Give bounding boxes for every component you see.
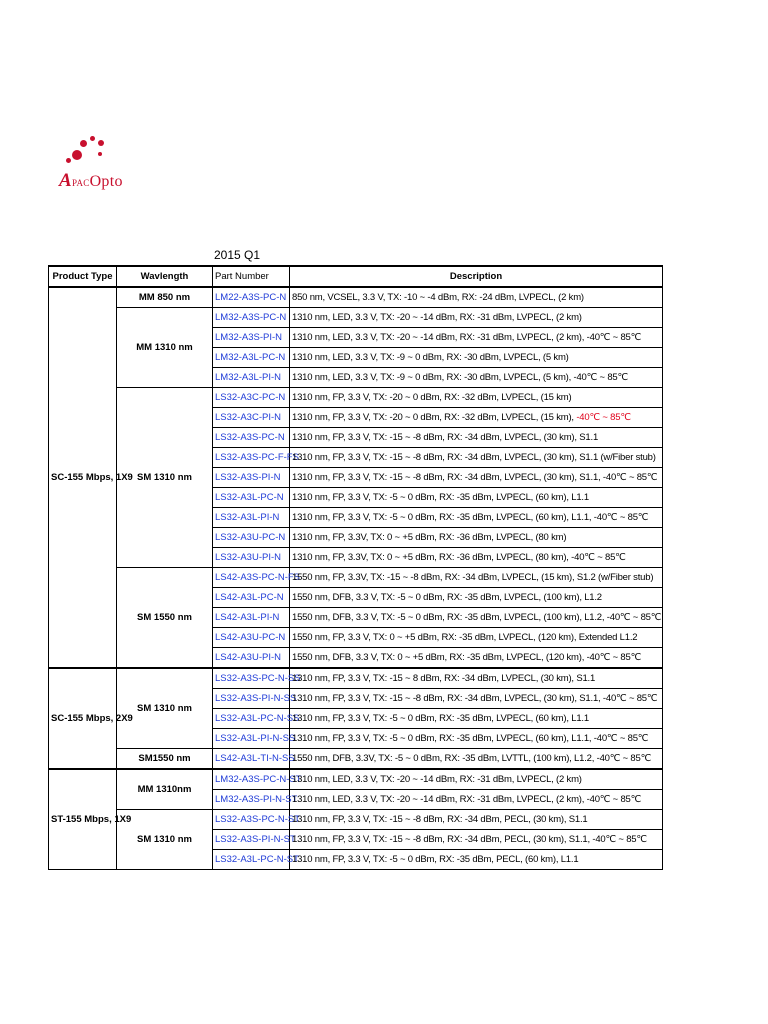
part-number-link[interactable]: LS42-A3S-PC-N-FS	[213, 568, 290, 588]
part-number-link[interactable]: LS32-A3L-PC-N	[213, 488, 290, 508]
part-number-link[interactable]: LM32-A3S-PC-N	[213, 308, 290, 328]
product-type-cell: ST-155 Mbps, 1X9	[49, 769, 117, 870]
year-label: 2015 Q1	[214, 248, 261, 262]
description-cell: 1550 nm, FP, 3.3V, TX: -15 ~ -8 dBm, RX: -34 dBm, LVPECL, (15 km), S1.2 (w/Fiber stub)	[290, 568, 663, 588]
description-cell: 1550 nm, FP, 3.3 V, TX: 0 ~ +5 dBm, RX: -35 dBm, LVPECL, (120 km), Extended L1.2	[290, 628, 663, 648]
header-part-number: Part Number	[213, 266, 290, 287]
description-cell: 1310 nm, LED, 3.3 V, TX: -9 ~ 0 dBm, RX: -30 dBm, LVPECL, (5 km)	[290, 348, 663, 368]
part-number-link[interactable]: LS32-A3U-PI-N	[213, 548, 290, 568]
description-cell: 1310 nm, FP, 3.3 V, TX: -5 ~ 0 dBm, RX: -35 dBm, LVPECL, (60 km), L1.1, -40℃ ~ 85℃	[290, 729, 663, 749]
wavelength-cell: SM 1550 nm	[117, 568, 213, 669]
wavelength-cell: MM 850 nm	[117, 287, 213, 308]
wavelength-cell: SM 1310 nm	[117, 388, 213, 568]
part-number-link[interactable]: LS42-A3U-PI-N	[213, 648, 290, 669]
table-row	[49, 810, 663, 830]
description-cell: 1310 nm, FP, 3.3 V, TX: -15 ~ -8 dBm, RX: -34 dBm, LVPECL, (30 km), S1.1, -40℃ ~ 85℃	[290, 689, 663, 709]
wavelength-cell: SM1550 nm	[117, 749, 213, 770]
product-table	[48, 265, 663, 870]
description-cell: 1310 nm, FP, 3.3 V, TX: -15 ~ -8 dBm, RX: -34 dBm, PECL, (30 km), S1.1, -40℃ ~ 85℃	[290, 830, 663, 850]
description-cell: 1310 nm, FP, 3.3 V, TX: -20 ~ 0 dBm, RX: -32 dBm, LVPECL, (15 km)	[290, 388, 663, 408]
part-number-link[interactable]: LS32-A3L-PC-N-ST	[213, 850, 290, 870]
description-cell: 1310 nm, FP, 3.3 V, TX: -20 ~ 0 dBm, RX: -32 dBm, LVPECL, (15 km), -40℃ ~ 85℃	[290, 408, 663, 428]
table-row	[49, 769, 663, 790]
part-number-link[interactable]: LS32-A3S-PI-N	[213, 468, 290, 488]
table-row	[49, 287, 663, 308]
description-cell: 1310 nm, FP, 3.3 V, TX: -15 ~ 8 dBm, RX: -34 dBm, LVPECL, (30 km), S1.1	[290, 668, 663, 689]
product-type-cell: SC-155 Mbps, 2X9	[49, 668, 117, 769]
description-cell: 1310 nm, FP, 3.3V, TX: 0 ~ +5 dBm, RX: -36 dBm, LVPECL, (80 km), -40℃ ~ 85℃	[290, 548, 663, 568]
part-number-link[interactable]: LS42-A3U-PC-N	[213, 628, 290, 648]
table-row	[49, 668, 663, 689]
part-number-link[interactable]: LS32-A3S-PC-N-SS	[213, 668, 290, 689]
table-row	[49, 749, 663, 770]
description-cell: 1310 nm, LED, 3.3 V, TX: -20 ~ -14 dBm, RX: -31 dBm, LVPECL, (2 km), -40℃ ~ 85℃	[290, 790, 663, 810]
description-cell: 1310 nm, FP, 3.3 V, TX: -15 ~ -8 dBm, RX: -34 dBm, PECL, (30 km), S1.1	[290, 810, 663, 830]
header-product-type: Product Type	[49, 266, 117, 287]
part-number-link[interactable]: LM32-A3L-PC-N	[213, 348, 290, 368]
description-cell: 1310 nm, FP, 3.3 V, TX: -5 ~ 0 dBm, RX: -35 dBm, PECL, (60 km), L1.1	[290, 850, 663, 870]
part-number-link[interactable]: LM32-A3S-PI-N	[213, 328, 290, 348]
part-number-link[interactable]: LS32-A3S-PI-N-ST	[213, 830, 290, 850]
wavelength-cell: MM 1310nm	[117, 769, 213, 810]
part-number-link[interactable]: LM32-A3L-PI-N	[213, 368, 290, 388]
table-row	[49, 388, 663, 408]
description-cell: 1310 nm, FP, 3.3V, TX: 0 ~ +5 dBm, RX: -36 dBm, LVPECL, (80 km)	[290, 528, 663, 548]
table-row	[49, 308, 663, 328]
part-number-link[interactable]: LS32-A3L-PI-N-SS	[213, 729, 290, 749]
temperature-range-highlight: -40℃ ~ 85℃	[576, 412, 631, 423]
description-cell: 1310 nm, FP, 3.3 V, TX: -5 ~ 0 dBm, RX: -35 dBm, LVPECL, (60 km), L1.1, -40℃ ~ 85℃	[290, 508, 663, 528]
apac-opto-logo	[50, 136, 150, 194]
part-number-link[interactable]: LS42-A3L-TI-N-SS	[213, 749, 290, 770]
part-number-link[interactable]: LS32-A3U-PC-N	[213, 528, 290, 548]
description-cell: 1310 nm, LED, 3.3 V, TX: -20 ~ -14 dBm, RX: -31 dBm, LVPECL, (2 km)	[290, 308, 663, 328]
part-number-link[interactable]: LS32-A3S-PI-N-SS	[213, 689, 290, 709]
description-cell: 1310 nm, FP, 3.3 V, TX: -5 ~ 0 dBm, RX: -35 dBm, LVPECL, (60 km), L1.1	[290, 709, 663, 729]
description-cell: 1310 nm, LED, 3.3 V, TX: -20 ~ -14 dBm, RX: -31 dBm, LVPECL, (2 km), -40℃ ~ 85℃	[290, 328, 663, 348]
part-number-link[interactable]: LS32-A3C-PI-N	[213, 408, 290, 428]
description-cell: 1310 nm, FP, 3.3 V, TX: -15 ~ -8 dBm, RX: -34 dBm, LVPECL, (30 km), S1.1 (w/Fiber stub)	[290, 448, 663, 468]
description-cell: 1550 nm, DFB, 3.3 V, TX: -5 ~ 0 dBm, RX: -35 dBm, LVPECL, (100 km), L1.2, -40℃ ~ 85℃	[290, 608, 663, 628]
wavelength-cell: SM 1310 nm	[117, 810, 213, 870]
header-wavelength: Wavlength	[117, 266, 213, 287]
description-cell: 1310 nm, FP, 3.3 V, TX: -15 ~ -8 dBm, RX: -34 dBm, LVPECL, (30 km), S1.1, -40℃ ~ 85℃	[290, 468, 663, 488]
description-cell: 1310 nm, LED, 3.3 V, TX: -9 ~ 0 dBm, RX: -30 dBm, LVPECL, (5 km), -40℃ ~ 85℃	[290, 368, 663, 388]
description-cell: 1550 nm, DFB, 3.3 V, TX: -5 ~ 0 dBm, RX: -35 dBm, LVPECL, (100 km), L1.2	[290, 588, 663, 608]
description-cell: 1550 nm, DFB, 3.3V, TX: -5 ~ 0 dBm, RX: -35 dBm, LVTTL, (100 km), L1.2, -40℃ ~ 85℃	[290, 749, 663, 770]
product-type-cell: SC-155 Mbps, 1X9	[49, 287, 117, 668]
header-description: Description	[290, 266, 663, 287]
wavelength-cell: SM 1310 nm	[117, 668, 213, 749]
description-cell: 1310 nm, LED, 3.3 V, TX: -20 ~ -14 dBm, RX: -31 dBm, LVPECL, (2 km)	[290, 769, 663, 790]
part-number-link[interactable]: LS32-A3L-PC-N-SS	[213, 709, 290, 729]
part-number-link[interactable]: LM32-A3S-PC-N-ST	[213, 769, 290, 790]
logo-text: APACOpto	[59, 170, 123, 191]
part-number-link[interactable]: LS32-A3S-PC-N-ST	[213, 810, 290, 830]
part-number-link[interactable]: LS32-A3C-PC-N	[213, 388, 290, 408]
wavelength-cell: MM 1310 nm	[117, 308, 213, 388]
part-number-link[interactable]: LS42-A3L-PI-N	[213, 608, 290, 628]
part-number-link[interactable]: LS32-A3S-PC-F-FS	[213, 448, 290, 468]
description-cell: 850 nm, VCSEL, 3.3 V, TX: -10 ~ -4 dBm, RX: -24 dBm, LVPECL, (2 km)	[290, 287, 663, 308]
part-number-link[interactable]: LM32-A3S-PI-N-ST	[213, 790, 290, 810]
part-number-link[interactable]: LS32-A3S-PC-N	[213, 428, 290, 448]
description-cell: 1550 nm, DFB, 3.3 V, TX: 0 ~ +5 dBm, RX: -35 dBm, LVPECL, (120 km), -40℃ ~ 85℃	[290, 648, 663, 669]
description-cell: 1310 nm, FP, 3.3 V, TX: -15 ~ -8 dBm, RX: -34 dBm, LVPECL, (30 km), S1.1	[290, 428, 663, 448]
description-cell: 1310 nm, FP, 3.3 V, TX: -5 ~ 0 dBm, RX: -35 dBm, LVPECL, (60 km), L1.1	[290, 488, 663, 508]
table-row	[49, 568, 663, 588]
part-number-link[interactable]: LS32-A3L-PI-N	[213, 508, 290, 528]
part-number-link[interactable]: LM22-A3S-PC-N	[213, 287, 290, 308]
table-header-row	[49, 266, 663, 287]
part-number-link[interactable]: LS42-A3L-PC-N	[213, 588, 290, 608]
